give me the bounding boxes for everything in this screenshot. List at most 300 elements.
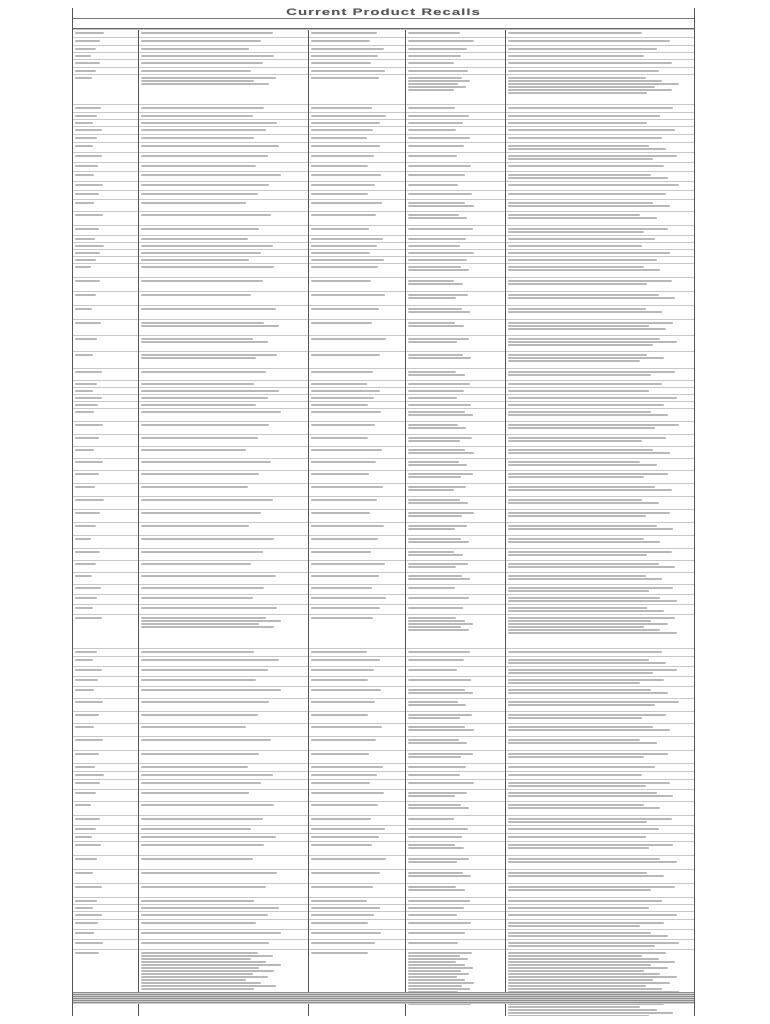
table-cell: [73, 236, 138, 243]
table-row: [73, 856, 695, 870]
table-cell: [73, 388, 138, 395]
table-cell: [505, 172, 695, 182]
table-cell: [505, 381, 695, 388]
table-cell: [73, 605, 138, 615]
table-cell: [73, 667, 138, 677]
table-cell: [138, 905, 308, 912]
table-cell: [405, 523, 505, 536]
table-cell: [138, 834, 308, 842]
table-row: [73, 649, 695, 657]
table-cell: [73, 135, 138, 143]
table-row: [73, 447, 695, 459]
table-cell: [505, 536, 695, 549]
table-cell: [308, 657, 405, 667]
table-cell: [73, 870, 138, 884]
table-cell: [505, 135, 695, 143]
table-cell: [73, 834, 138, 842]
table-cell: [308, 320, 405, 336]
table-cell: [73, 764, 138, 772]
table-cell: [138, 320, 308, 336]
table-cell: [73, 595, 138, 605]
table-row: [73, 236, 695, 243]
table-cell: [73, 113, 138, 120]
table-cell: [505, 200, 695, 212]
table-cell: [405, 884, 505, 898]
table-cell: [505, 940, 695, 950]
table-cell: [308, 243, 405, 250]
table-cell: [405, 236, 505, 243]
table-cell: [138, 667, 308, 677]
table-cell: [73, 191, 138, 200]
table-cell: [505, 352, 695, 369]
table-cell: [405, 940, 505, 950]
table-cell: [308, 409, 405, 422]
table-cell: [405, 381, 505, 388]
table-cell: [308, 75, 405, 105]
table-row: [73, 884, 695, 898]
table-cell: [73, 46, 138, 53]
table-row: [73, 422, 695, 435]
table-cell: [405, 497, 505, 510]
table-cell: [505, 127, 695, 135]
table-cell: [405, 898, 505, 905]
table-row: [73, 920, 695, 930]
table-cell: [73, 105, 138, 113]
table-cell: [138, 381, 308, 388]
table-cell: [405, 536, 505, 549]
table-cell: [405, 182, 505, 191]
table-cell: [405, 549, 505, 561]
table-cell: [138, 243, 308, 250]
table-cell: [505, 687, 695, 699]
table-cell: [505, 585, 695, 595]
table-cell: [73, 395, 138, 402]
table-cell: [308, 898, 405, 905]
table-cell: [405, 677, 505, 687]
table-cell: [73, 60, 138, 68]
table-cell: [405, 388, 505, 395]
table-cell: [405, 912, 505, 920]
table-cell: [138, 264, 308, 278]
table-row: [73, 930, 695, 940]
table-cell: [138, 724, 308, 737]
table-cell: [505, 523, 695, 536]
table-cell: [405, 135, 505, 143]
table-cell: [73, 264, 138, 278]
table-cell: [405, 226, 505, 236]
table-cell: [308, 127, 405, 135]
table-cell: [405, 484, 505, 497]
table-cell: [505, 53, 695, 60]
table-cell: [505, 435, 695, 447]
table-row: [73, 764, 695, 772]
table-cell: [73, 549, 138, 561]
table-cell: [138, 536, 308, 549]
table-cell: [138, 422, 308, 435]
table-cell: [505, 459, 695, 471]
table-cell: [505, 409, 695, 422]
table-cell: [73, 182, 138, 191]
table-cell: [308, 191, 405, 200]
table-row: [73, 120, 695, 127]
table-row: [73, 381, 695, 388]
table-cell: [73, 447, 138, 459]
table-row: [73, 497, 695, 510]
table-cell: [308, 113, 405, 120]
table-cell: [505, 772, 695, 780]
table-cell: [73, 278, 138, 292]
table-cell: [73, 422, 138, 435]
table-cell: [505, 388, 695, 395]
table-cell: [308, 388, 405, 395]
table-cell: [73, 226, 138, 236]
table-cell: [405, 764, 505, 772]
table-cell: [73, 172, 138, 182]
table-cell: [405, 856, 505, 870]
table-cell: [138, 68, 308, 75]
table-cell: [405, 834, 505, 842]
table-cell: [138, 802, 308, 816]
table-cell: [405, 699, 505, 712]
table-row: [73, 191, 695, 200]
table-row: [73, 459, 695, 471]
table-row: [73, 772, 695, 780]
table-cell: [308, 163, 405, 172]
table-cell: [308, 724, 405, 737]
table-cell: [138, 278, 308, 292]
table-cell: [138, 38, 308, 46]
table-cell: [308, 930, 405, 940]
table-cell: [308, 772, 405, 780]
table-cell: [73, 402, 138, 409]
table-row: [73, 306, 695, 320]
table-cell: [73, 484, 138, 497]
table-row: [73, 226, 695, 236]
table-cell: [505, 764, 695, 772]
table-cell: [73, 561, 138, 573]
table-cell: [405, 402, 505, 409]
table-cell: [73, 826, 138, 834]
table-cell: [73, 802, 138, 816]
table-row: [73, 68, 695, 75]
table-cell: [138, 484, 308, 497]
table-cell: [308, 497, 405, 510]
table-cell: [73, 257, 138, 264]
table-cell: [308, 802, 405, 816]
table-cell: [73, 200, 138, 212]
table-cell: [138, 306, 308, 320]
table-cell: [138, 649, 308, 657]
table-cell: [73, 790, 138, 802]
table-cell: [308, 687, 405, 699]
table-row: [73, 257, 695, 264]
empty-column-area: [73, 1004, 694, 1016]
table-cell: [138, 657, 308, 667]
table-cell: [73, 243, 138, 250]
recall-sheet: [72, 8, 695, 1016]
table-cell: [405, 113, 505, 120]
table-cell: [505, 780, 695, 790]
table-cell: [405, 336, 505, 352]
table-cell: [405, 257, 505, 264]
table-cell: [138, 212, 308, 226]
table-cell: [308, 484, 405, 497]
table-row: [73, 484, 695, 497]
table-cell: [308, 649, 405, 657]
table-row: [73, 153, 695, 163]
table-cell: [405, 306, 505, 320]
table-cell: [73, 687, 138, 699]
table-cell: [405, 905, 505, 912]
table-cell: [308, 143, 405, 153]
table-cell: [405, 163, 505, 172]
table-cell: [73, 724, 138, 737]
table-row: [73, 842, 695, 856]
table-cell: [308, 834, 405, 842]
table-cell: [73, 856, 138, 870]
table-cell: [138, 402, 308, 409]
table-cell: [308, 605, 405, 615]
table-row: [73, 912, 695, 920]
table-cell: [505, 856, 695, 870]
table-cell: [505, 153, 695, 163]
table-cell: [138, 191, 308, 200]
table-cell: [73, 780, 138, 790]
table-cell: [505, 615, 695, 649]
table-cell: [505, 905, 695, 912]
table-cell: [405, 278, 505, 292]
table-cell: [138, 561, 308, 573]
table-cell: [308, 402, 405, 409]
table-cell: [505, 834, 695, 842]
table-row: [73, 435, 695, 447]
table-cell: [405, 68, 505, 75]
table-cell: [405, 127, 505, 135]
table-cell: [138, 46, 308, 53]
table-cell: [505, 292, 695, 306]
table-cell: [138, 352, 308, 369]
table-cell: [308, 105, 405, 113]
table-cell: [505, 38, 695, 46]
table-cell: [505, 497, 695, 510]
table-cell: [505, 657, 695, 667]
table-row: [73, 549, 695, 561]
table-cell: [138, 940, 308, 950]
table-cell: [308, 677, 405, 687]
table-cell: [138, 712, 308, 724]
table-cell: [73, 53, 138, 60]
table-cell: [73, 75, 138, 105]
table-cell: [138, 615, 308, 649]
table-cell: [308, 30, 405, 38]
table-cell: [505, 605, 695, 615]
table-cell: [73, 940, 138, 950]
table-cell: [73, 712, 138, 724]
table-cell: [505, 912, 695, 920]
table-row: [73, 352, 695, 369]
table-cell: [505, 113, 695, 120]
table-cell: [505, 898, 695, 905]
table-cell: [405, 802, 505, 816]
table-cell: [505, 105, 695, 113]
table-cell: [308, 826, 405, 834]
table-cell: [405, 250, 505, 257]
table-cell: [505, 737, 695, 751]
table-cell: [138, 677, 308, 687]
table-cell: [405, 46, 505, 53]
table-cell: [138, 471, 308, 484]
table-cell: [138, 182, 308, 191]
recalls-table: [73, 29, 695, 1016]
table-cell: [138, 172, 308, 182]
table-cell: [308, 595, 405, 605]
table-cell: [405, 395, 505, 402]
table-row: [73, 595, 695, 605]
table-row: [73, 667, 695, 677]
table-cell: [138, 573, 308, 585]
table-cell: [505, 484, 695, 497]
table-cell: [138, 127, 308, 135]
table-cell: [505, 842, 695, 856]
table-cell: [138, 605, 308, 615]
table-row: [73, 724, 695, 737]
table-cell: [405, 191, 505, 200]
table-row: [73, 471, 695, 484]
table-cell: [138, 930, 308, 940]
table-row: [73, 369, 695, 381]
table-cell: [505, 75, 695, 105]
table-cell: [73, 381, 138, 388]
table-cell: [405, 667, 505, 677]
table-cell: [73, 250, 138, 257]
footer-band: [73, 992, 694, 1004]
table-cell: [405, 38, 505, 46]
table-cell: [505, 561, 695, 573]
table-cell: [405, 772, 505, 780]
table-cell: [405, 243, 505, 250]
table-cell: [308, 561, 405, 573]
table-cell: [73, 912, 138, 920]
table-cell: [405, 172, 505, 182]
page-title: Current Product Recalls: [286, 8, 481, 18]
table-cell: [73, 435, 138, 447]
table-row: [73, 320, 695, 336]
table-row: [73, 687, 695, 699]
table-cell: [138, 236, 308, 243]
table-cell: [405, 212, 505, 226]
table-row: [73, 615, 695, 649]
table-cell: [308, 523, 405, 536]
table-cell: [138, 153, 308, 163]
table-cell: [405, 459, 505, 471]
table-row: [73, 60, 695, 68]
table-cell: [308, 751, 405, 764]
table-cell: [308, 856, 405, 870]
table-row: [73, 278, 695, 292]
table-row: [73, 243, 695, 250]
table-row: [73, 409, 695, 422]
table-cell: [308, 912, 405, 920]
table-cell: [73, 163, 138, 172]
table-cell: [138, 780, 308, 790]
table-cell: [138, 920, 308, 930]
table-row: [73, 561, 695, 573]
table-cell: [308, 264, 405, 278]
table-cell: [505, 549, 695, 561]
table-cell: [405, 75, 505, 105]
table-cell: [405, 826, 505, 834]
table-cell: [405, 930, 505, 940]
table-cell: [505, 191, 695, 200]
table-cell: [73, 842, 138, 856]
table-row: [73, 46, 695, 53]
table-cell: [505, 264, 695, 278]
table-cell: [405, 657, 505, 667]
table-cell: [73, 153, 138, 163]
table-cell: [405, 60, 505, 68]
table-row: [73, 113, 695, 120]
table-cell: [73, 320, 138, 336]
table-cell: [138, 585, 308, 595]
table-cell: [505, 677, 695, 687]
table-row: [73, 870, 695, 884]
table-row: [73, 200, 695, 212]
table-cell: [73, 573, 138, 585]
table-cell: [73, 336, 138, 352]
table-cell: [73, 68, 138, 75]
table-cell: [73, 930, 138, 940]
table-cell: [138, 435, 308, 447]
table-cell: [73, 409, 138, 422]
table-cell: [73, 920, 138, 930]
table-row: [73, 250, 695, 257]
table-cell: [308, 292, 405, 306]
table-cell: [505, 802, 695, 816]
table-row: [73, 802, 695, 816]
table-cell: [138, 75, 308, 105]
table-row: [73, 182, 695, 191]
table-cell: [73, 352, 138, 369]
table-row: [73, 388, 695, 395]
table-cell: [138, 842, 308, 856]
table-cell: [405, 751, 505, 764]
table-cell: [505, 336, 695, 352]
table-cell: [308, 352, 405, 369]
table-cell: [308, 615, 405, 649]
table-cell: [308, 422, 405, 435]
table-cell: [308, 38, 405, 46]
table-cell: [405, 790, 505, 802]
table-cell: [308, 471, 405, 484]
table-cell: [73, 459, 138, 471]
table-cell: [405, 780, 505, 790]
table-cell: [308, 459, 405, 471]
table-cell: [308, 226, 405, 236]
table-cell: [505, 816, 695, 826]
table-cell: [505, 699, 695, 712]
table-cell: [308, 336, 405, 352]
table-cell: [505, 212, 695, 226]
table-cell: [138, 257, 308, 264]
table-cell: [405, 585, 505, 595]
table-cell: [505, 724, 695, 737]
table-cell: [138, 135, 308, 143]
table-cell: [308, 306, 405, 320]
table-cell: [405, 920, 505, 930]
table-cell: [405, 153, 505, 163]
table-row: [73, 657, 695, 667]
table-cell: [505, 826, 695, 834]
